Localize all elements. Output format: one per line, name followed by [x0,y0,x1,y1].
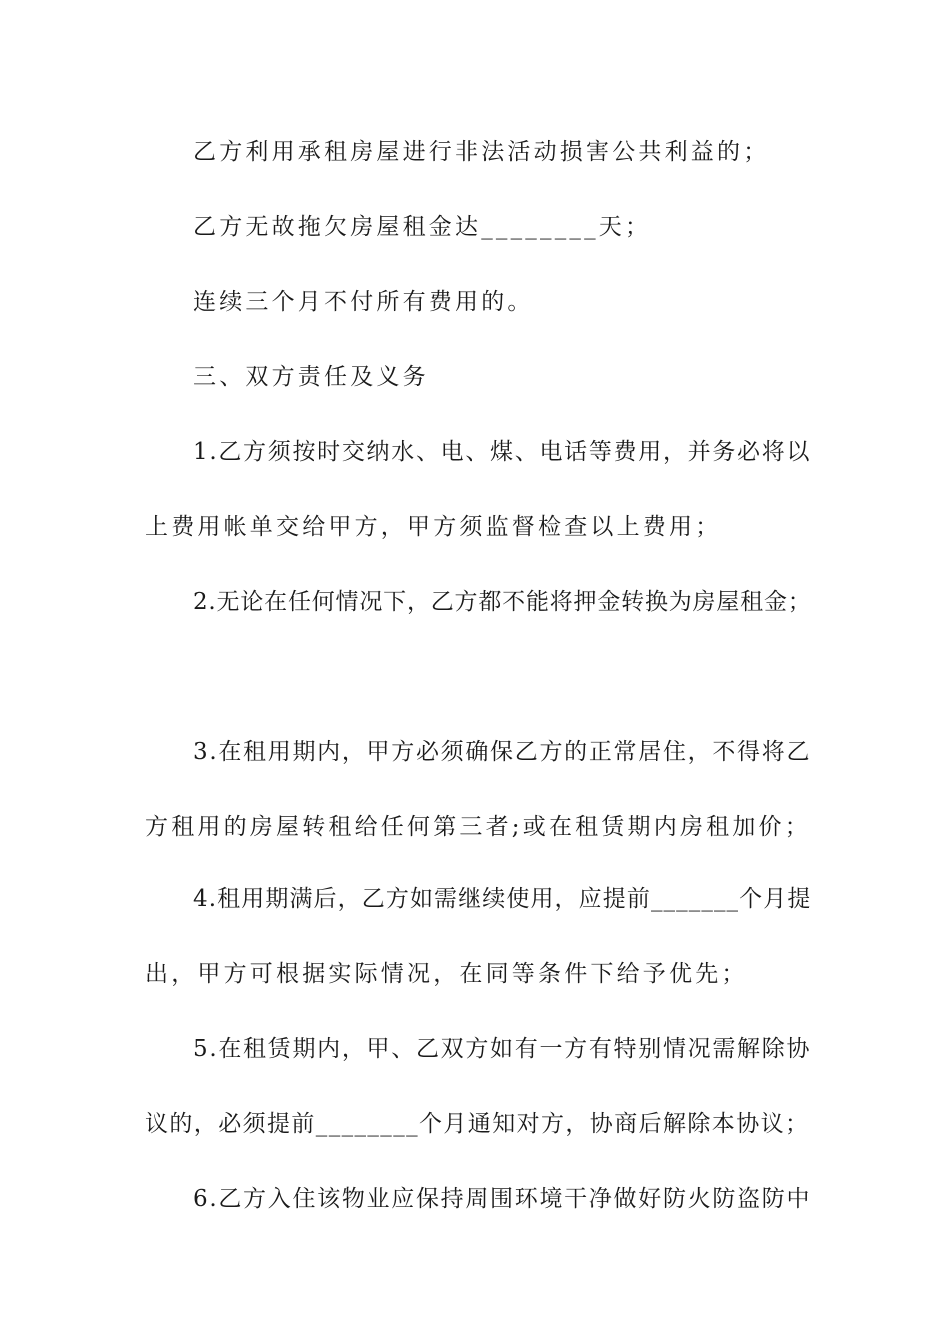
item-3-line-2: 方租用的房屋转租给任何第三者;或在租赁期内房租加价； [145,814,811,840]
item-6-line-1: 6.乙方入住该物业应保持周围环境干净做好防火防盗防中 [193,1186,812,1212]
item-5-line-1: 5.在租赁期内，甲、乙双方如有一方有特别情况需解除协 [193,1036,812,1062]
clause-unpaid-fees: 连续三个月不付所有费用的。 [193,289,534,315]
item-2: 2.无论在任何情况下，乙方都不能将押金转换为房屋租金； [193,589,812,615]
item-4-line-2: 出，甲方可根据实际情况，在同等条件下给予优先； [145,961,748,987]
item-5-line-2: 议的，必须提前________个月通知对方，协商后解除本协议； [145,1111,810,1137]
item-4-line-1: 4.租用期满后，乙方如需继续使用，应提前_______个月提 [193,886,812,912]
item-3-line-1: 3.在租用期内，甲方必须确保乙方的正常居住，不得将乙 [193,739,812,765]
clause-rent-arrears: 乙方无故拖欠房屋租金达________天； [193,214,652,240]
section-heading: 三、双方责任及义务 [193,364,429,390]
clause-illegal-activity: 乙方利用承租房屋进行非法活动损害公共利益的； [193,139,770,165]
item-1-line-1: 1.乙方须按时交纳水、电、煤、电话等费用，并务必将以 [193,439,812,465]
item-1-line-2: 上费用帐单交给甲方，甲方须监督检查以上费用； [145,514,722,540]
